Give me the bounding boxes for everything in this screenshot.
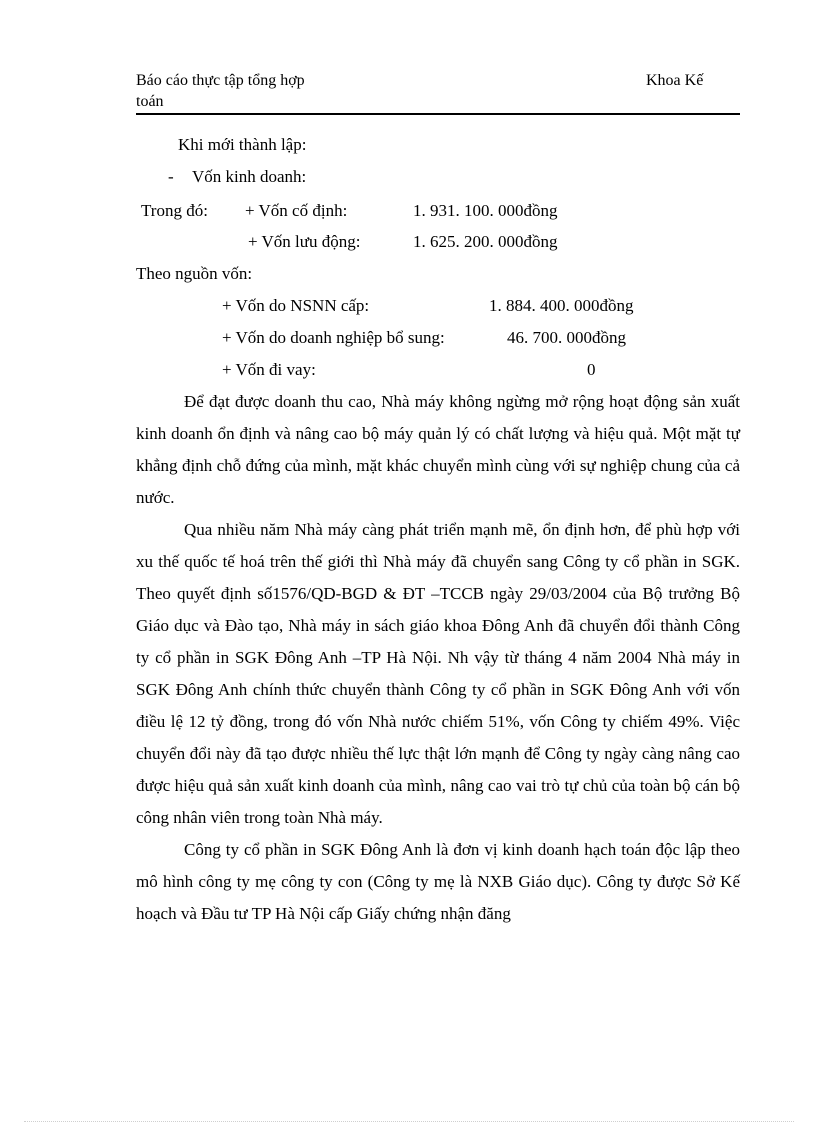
working-capital-label: + Vốn lưu động: [248, 232, 361, 251]
capital-title: Vốn kinh doanh: [192, 167, 307, 186]
source-label: + Vốn do doanh nghiệp bổ sung: [222, 328, 445, 347]
sources-title: Theo nguồn vốn: [136, 264, 253, 283]
paragraph: Qua nhiều năm Nhà máy càng phát triển mạnh mẽ, ổn định hơn, để phù hợp với xu thế quốc tế hoá trên thế giới thì Nhà máy đã chuyển sang Công ty cổ phần in SGK. Theo quyết định số1576/QD-BGD & ĐT –TCCB ngày 29/03/2004 của Bộ trưởng Bộ Giáo dục và Đào tạo, Nhà máy in sách giáo khoa Đông Anh đã chuyển đổi thành Công ty cổ phần in SGK Đông Anh –TP Hà Nội. Nh vậy từ tháng 4 năm 2004 Nhà máy in SGK Đông Anh chính thức chuyển thành Công ty cổ phần in SGK Đông Anh với vốn điều lệ 12 tỷ đồng, trong đó vốn Nhà nước chiếm 51%, vốn Công ty chiếm 49%. Việc chuyển đổi này đã tạo được nhiều thế lực thật lớn mạnh để Công ty ngày càng nâng cao được hiệu quả sản xuất kinh doanh của mình, nâng cao vai trò tự chủ của toàn bộ cán bộ công nhân viên trong toàn Nhà máy. [136, 520, 740, 827]
header-left-line1: Báo cáo thực tập tổng hợp [136, 72, 305, 89]
working-capital-value: 1. 625. 200. 000đồng [413, 232, 558, 251]
source-value: 46. 700. 000đồng [507, 328, 626, 347]
header-right: Khoa Kế [646, 72, 704, 89]
source-label: + Vốn đi vay: [222, 360, 316, 379]
capital-label: Trong đó: [141, 201, 208, 220]
founding-line: Khi mới thành lập: [178, 135, 307, 154]
paragraph: Công ty cổ phần in SGK Đông Anh là đơn vị kinh doanh hạch toán độc lập theo mô hình công ty mẹ công ty con (Công ty mẹ là NXB Giáo dục). Công ty được Sở Kế hoạch và Đầu tư TP Hà Nội cấp Giấy chứng nhận đăng [136, 840, 740, 923]
paragraph: Để đạt được doanh thu cao, Nhà máy không ngừng mở rộng hoạt động sản xuất kinh doanh ổn định và nâng cao bộ máy quản lý có chất lượng và hiệu quả. Một mặt tự khẳng định chỗ đứng của mình, mặt khác chuyển mình cùng với sự nghiệp chung của cả nước. [136, 392, 740, 507]
body-text [136, 386, 740, 930]
header-rule [136, 113, 740, 115]
fixed-capital-label: + Vốn cố định: [245, 201, 348, 220]
source-value: 1. 884. 400. 000đồng [489, 296, 634, 315]
bullet-dash: - [168, 167, 174, 186]
fixed-capital-value: 1. 931. 100. 000đồng [413, 201, 558, 220]
page-bottom-border [24, 1121, 794, 1122]
header-left-line2: toán [136, 93, 164, 110]
source-value: 0 [587, 360, 596, 379]
source-label: + Vốn do NSNN cấp: [222, 296, 370, 315]
